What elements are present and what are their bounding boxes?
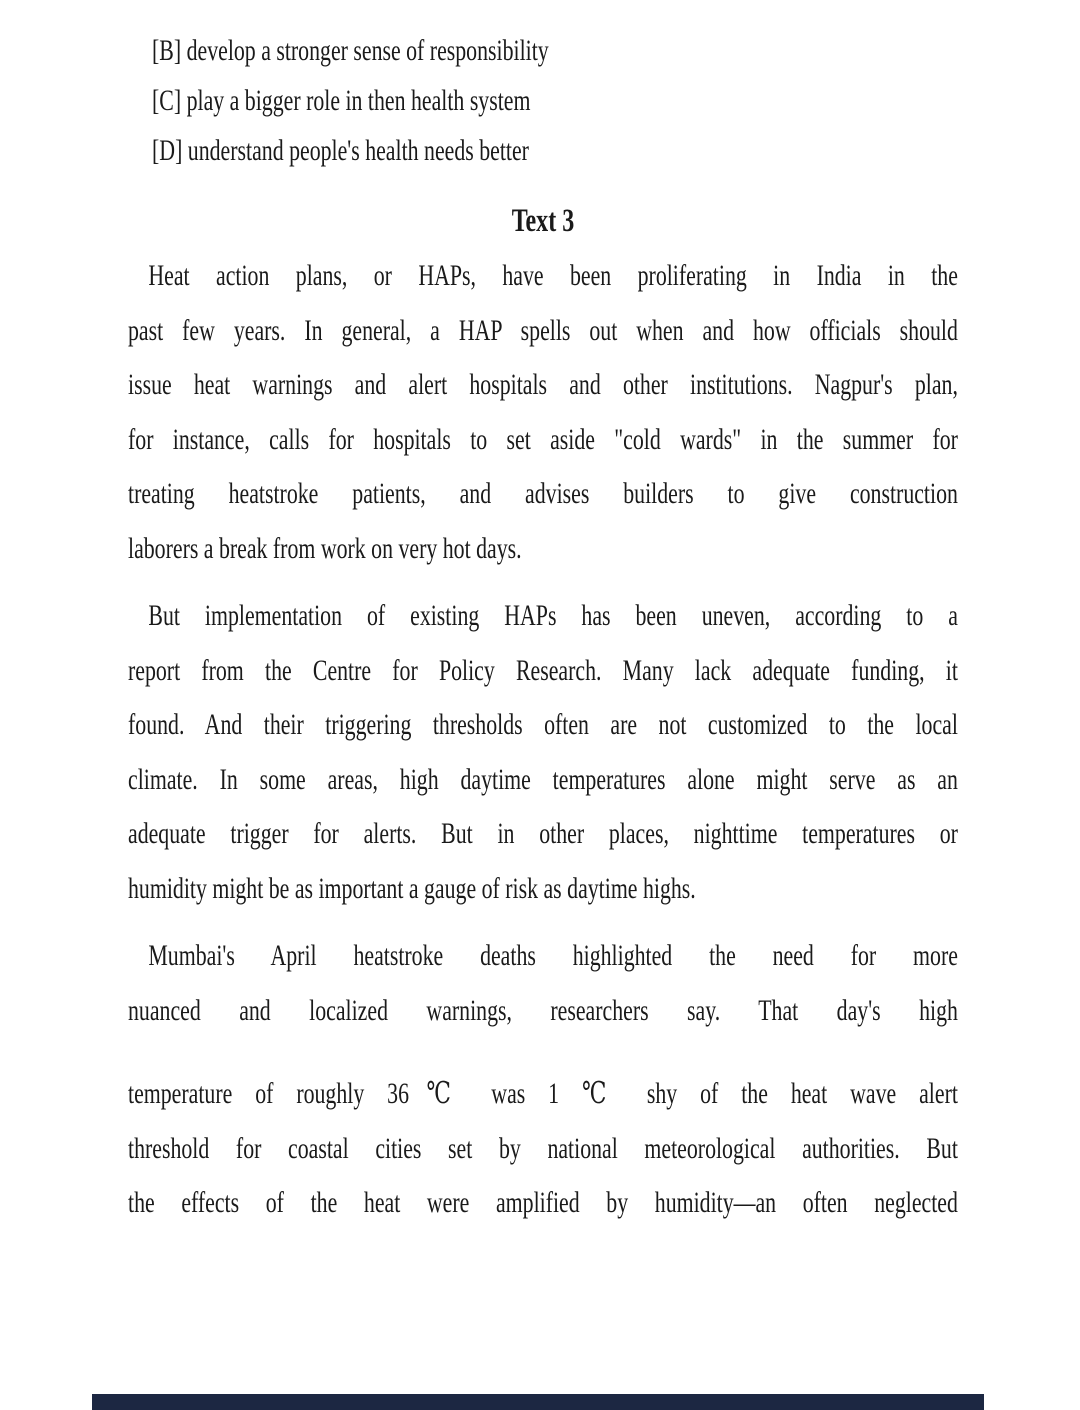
text-line: Mumbai's April heatstroke deaths highlighted the need for more — [148, 939, 958, 972]
text-line: past few years. In general, a HAP spells out when and how officials should — [128, 313, 958, 347]
text-block — [128, 0, 958, 1410]
paragraph-3 — [128, 929, 958, 1231]
text3-heading: Text 3 — [511, 203, 575, 239]
text-line: Heat action plans, or HAPs, have been proliferating in India in the — [148, 259, 958, 292]
text-line: threshold for coastal cities set by national meteorological authorities. But — [128, 1131, 958, 1165]
text-line: issue heat warnings and alert hospitals and other institutions. Nagpur's plan, — [128, 368, 958, 401]
text-line: treating heatstroke patients, and advises builders to give construction — [128, 477, 958, 510]
option-d: [D] understand people's health needs better — [152, 134, 529, 167]
text-line: for instance, calls for hospitals to set aside "cold wards" in the summer for — [128, 422, 958, 456]
text-line: laborers a break from work on very hot days. — [128, 531, 522, 565]
paragraph-1 — [128, 249, 958, 576]
text-line: temperature of roughly 36℃ was 1 ℃ shy of the heat wave alert — [128, 1077, 958, 1110]
text-line: climate. In some areas, high daytime temperatures alone might serve as an — [128, 762, 958, 796]
option-c: [C] play a bigger role in then health system — [152, 84, 531, 117]
text-line: But implementation of existing HAPs has been uneven, according to a — [148, 599, 958, 632]
text-line: humidity might be as important a gauge of risk as daytime highs. — [128, 871, 696, 905]
text-line: report from the Centre for Policy Research. Many lack adequate funding, it — [128, 653, 958, 687]
text-line: nuanced and localized warnings, researchers say. That day's high — [128, 993, 958, 1027]
text-line: adequate trigger for alerts. But in other places, nighttime temperatures or — [128, 817, 958, 850]
paragraph-2 — [128, 589, 958, 916]
bottom-bar — [92, 1394, 984, 1410]
answer-options — [128, 26, 958, 176]
text-line: found. And their triggering thresholds often are not customized to the local — [128, 708, 958, 741]
text-line: the effects of the heat were amplified by humidity—an often neglected — [128, 1186, 958, 1219]
option-b: [B] develop a stronger sense of responsibility — [152, 34, 549, 67]
